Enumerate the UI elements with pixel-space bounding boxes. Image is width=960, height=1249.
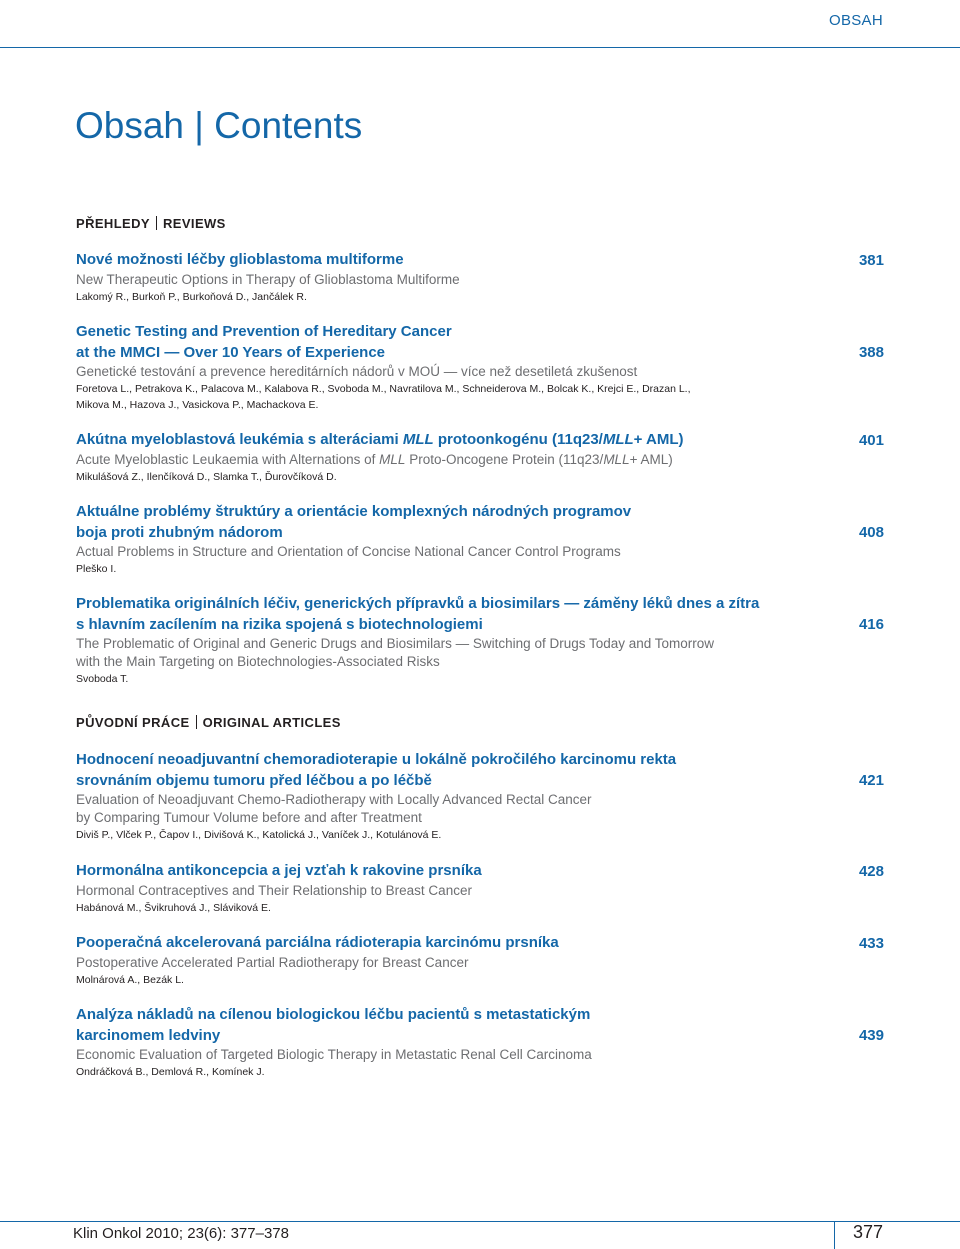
entry-page-number[interactable]: 439: [858, 1027, 884, 1044]
entry-subtitle: by Comparing Tumour Volume before and after Treatment: [76, 810, 422, 825]
entry-title[interactable]: Analýza nákladů na cílenou biologickou léčbu pacientů s metastatickým: [76, 1006, 591, 1023]
entry-page-number[interactable]: 428: [858, 863, 884, 880]
section-heading-en: REVIEWS: [163, 216, 226, 231]
entry-title-emphasis: MLL: [402, 431, 434, 448]
section-heading-original-articles: [76, 715, 341, 731]
entry-authors: Habánová M., Švikruhová J., Sláviková E.: [76, 901, 271, 914]
entry-title[interactable]: Akútna myeloblastová leukémia s alteráciami MLL protoonkogénu (11q23/MLL+ AML): [76, 431, 684, 448]
entry-page-number[interactable]: 416: [858, 616, 884, 633]
entry-authors: Pleško I.: [76, 563, 117, 575]
toc-entry[interactable]: [76, 250, 884, 305]
entry-title[interactable]: Pooperačná akcelerovaná parciálna rádioterapia karcinómu prsníka: [76, 934, 559, 951]
footer-rule: [0, 1221, 960, 1222]
page-title: Obsah | Contents: [75, 105, 363, 146]
entry-authors: Molnárová A., Bezák L.: [76, 973, 184, 986]
entry-subtitle: New Therapeutic Options in Therapy of Glioblastoma Multiforme: [76, 271, 460, 287]
entry-title-emphasis: MLL: [602, 431, 634, 448]
entry-subtitle: Economic Evaluation of Targeted Biologic Therapy in Metastatic Renal Cell Carcinoma: [76, 1047, 592, 1062]
section-heading-cz: PŮVODNÍ PRÁCE: [76, 715, 190, 730]
toc-entry[interactable]: [76, 861, 884, 916]
entry-title[interactable]: Hormonálna antikoncepcia a jej vzťah k rakovine prsníka: [76, 862, 482, 879]
entry-subtitle: Genetické testování a prevence hereditárních nádorů v MOÚ — více než desetiletá zkušenost: [76, 364, 638, 379]
entry-authors: Diviš P., Vlček P., Čapov I., Divišová K., Katolická J., Vaníček J., Kotulánová E.: [76, 829, 442, 841]
entry-page-number[interactable]: 408: [858, 524, 884, 541]
toc-entry[interactable]: [76, 594, 884, 687]
entry-page-number[interactable]: 433: [858, 935, 884, 952]
section-heading-cz: PŘEHLEDY: [76, 216, 150, 231]
entry-authors: Svoboda T.: [76, 673, 129, 685]
toc-entry[interactable]: [76, 502, 884, 577]
entry-title[interactable]: srovnáním objemu tumoru před léčbou a po léčbě: [76, 771, 432, 789]
entry-title[interactable]: Hodnocení neoadjuvantní chemoradioterapie u lokálně pokročilého karcinomu rekta: [76, 751, 677, 768]
entry-subtitle: with the Main Targeting on Biotechnologies-Associated Risks: [76, 654, 440, 669]
entry-authors: Lakomý R., Burkoň P., Burkoňová D., Jančálek R.: [76, 290, 307, 303]
toc-entry[interactable]: [76, 1005, 884, 1080]
entry-title[interactable]: Problematika originálních léčiv, generických přípravků a biosimilars — záměny léků dnes a zítra: [76, 595, 760, 612]
entry-title[interactable]: Genetic Testing and Prevention of Hereditary Cancer: [76, 323, 452, 340]
entry-subtitle-emphasis: MLL: [379, 451, 406, 467]
entry-authors: Mikulášová Z., Ilenčíková D., Slamka T., Ďurovčíková D.: [76, 470, 337, 483]
heading-separator: [156, 216, 157, 230]
entry-subtitle-emphasis: MLL: [603, 451, 630, 467]
heading-separator: [196, 715, 197, 729]
entry-title[interactable]: at the MMCI — Over 10 Years of Experience: [76, 343, 386, 361]
header-rule: [0, 47, 960, 48]
entry-authors: Foretova L., Petrakova K., Palacova M., Kalabova R., Svoboda M., Navratilova M., Schneiderova M., Bolcak K., Krejci E., Drazan L.,: [76, 383, 691, 395]
entry-title[interactable]: s hlavním zacílením na rizika spojená s biotechnologiemi: [76, 615, 483, 633]
running-head: OBSAH: [828, 12, 883, 29]
entry-page-number[interactable]: 388: [858, 344, 884, 361]
entry-page-number[interactable]: 421: [858, 772, 884, 789]
entry-authors: Mikova M., Hazova J., Vasickova P., Machackova E.: [76, 399, 319, 411]
entry-title[interactable]: karcinomem ledviny: [76, 1026, 221, 1044]
entry-subtitle: The Problematic of Original and Generic Drugs and Biosimilars — Switching of Drugs Today and Tomorrow: [76, 636, 715, 651]
entry-subtitle: Evaluation of Neoadjuvant Chemo-Radiotherapy with Locally Advanced Rectal Cancer: [76, 792, 592, 807]
entry-page-number[interactable]: 381: [858, 252, 884, 269]
entry-subtitle: Acute Myeloblastic Leukaemia with Alternations of MLL Proto-Oncogene Protein (11q23/MLL+ AML): [76, 451, 673, 467]
entry-title[interactable]: Aktuálne problémy štruktúry a orientácie komplexných národných programov: [76, 503, 632, 520]
footer-page-number: 377: [852, 1222, 883, 1242]
entry-subtitle: Postoperative Accelerated Partial Radiotherapy for Breast Cancer: [76, 954, 469, 970]
toc-entry[interactable]: [76, 430, 884, 485]
footer-divider: [834, 1221, 835, 1249]
entry-authors: Ondráčková B., Demlová R., Komínek J.: [76, 1066, 265, 1078]
footer-journal-citation: Klin Onkol 2010; 23(6): 377–378: [73, 1225, 289, 1242]
entry-title[interactable]: boja proti zhubným nádorom: [76, 523, 283, 541]
entry-subtitle: Hormonal Contraceptives and Their Relationship to Breast Cancer: [76, 882, 472, 898]
entry-subtitle: Actual Problems in Structure and Orientation of Concise National Cancer Control Programs: [76, 544, 621, 559]
entry-title[interactable]: Nové možnosti léčby glioblastoma multiforme: [76, 251, 404, 268]
toc-entry[interactable]: [76, 933, 884, 988]
toc-entry[interactable]: [76, 750, 884, 843]
section-heading-en: ORIGINAL ARTICLES: [202, 715, 341, 730]
entry-page-number[interactable]: 401: [858, 432, 884, 449]
toc-entry[interactable]: [76, 322, 884, 413]
section-heading-reviews: [76, 216, 226, 232]
